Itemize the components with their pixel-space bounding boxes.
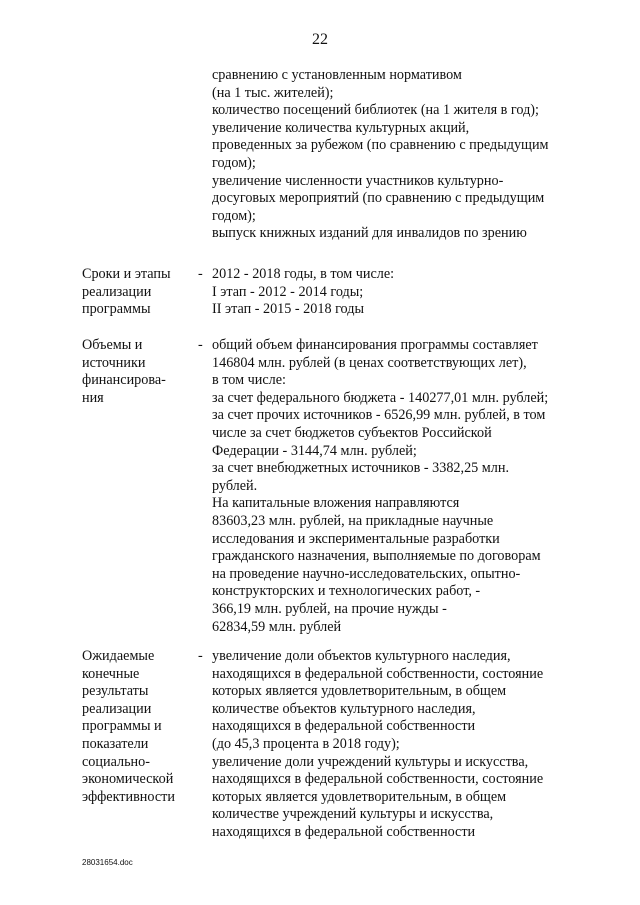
section-content-line: 62834,59 млн. рублей <box>212 618 342 635</box>
section-label <box>82 266 194 319</box>
section-content-line: 83603,23 млн. рублей, на прикладные научные <box>212 512 494 529</box>
section-content-line: находящихся в федеральной собственности, состояние <box>212 665 544 682</box>
section-label-line: социально- <box>82 753 150 770</box>
section-label-line: эффективности <box>82 788 175 805</box>
intro-line: проведенных за рубежом (по сравнению с предыдущим <box>212 137 549 154</box>
section-label-line: Сроки и этапы <box>82 266 171 282</box>
section-label <box>82 337 194 407</box>
section-content-line: (до 45,3 процента в 2018 году); <box>212 735 400 752</box>
intro-line: выпуск книжных изданий для инвалидов по зрению <box>212 225 527 242</box>
section-content-line: гражданского назначения, выполняемые по договорам <box>212 548 541 565</box>
section-content-line: общий объем финансирования программы составляет <box>212 337 538 353</box>
intro-line: (на 1 тыс. жителей); <box>212 84 334 101</box>
section-label-line: показатели <box>82 735 149 752</box>
intro-continuation <box>212 67 612 243</box>
section-content-line: II этап - 2015 - 2018 годы <box>212 301 364 318</box>
section-label <box>82 648 194 806</box>
intro-line: годом); <box>212 207 256 224</box>
section-label-line: реализации <box>82 700 152 717</box>
section-content-line: за счет внебюджетных источников - 3382,25 млн. <box>212 460 510 477</box>
section-content-line: находящихся в федеральной собственности, состояние <box>212 771 544 788</box>
section-content-line: На капитальные вложения направляются <box>212 495 460 512</box>
section-content-line: находящихся в федеральной собственности <box>212 823 476 840</box>
section-label-line: экономической <box>82 771 174 788</box>
intro-line: досуговых мероприятий (по сравнению с предыдущим <box>212 190 545 207</box>
document-filename: 28031654.doc <box>82 858 133 867</box>
section-content-line: в том числе: <box>212 372 286 389</box>
section-content-line: находящихся в федеральной собственности <box>212 718 476 735</box>
section-label-line: Объемы и <box>82 337 143 353</box>
intro-line: сравнению с установленным нормативом <box>212 67 462 83</box>
section-label-line: программы <box>82 301 151 318</box>
section-content-line: 146804 млн. рублей (в ценах соответствующих лет), <box>212 354 527 371</box>
section-content-line: увеличение доли объектов культурного наследия, <box>212 648 511 664</box>
section-content-line: Федерации - 3144,74 млн. рублей; <box>212 442 417 459</box>
section-content-line: 2012 - 2018 годы, в том числе: <box>212 266 395 282</box>
section-content-line: рублей. <box>212 477 258 494</box>
section-content <box>212 337 622 636</box>
section-dash: - <box>198 648 203 664</box>
section-label-line: результаты <box>82 683 149 700</box>
section-content-line: которых является удовлетворительным, в общем <box>212 683 507 700</box>
section-content <box>212 266 622 319</box>
intro-line: количество посещений библиотек (на 1 жителя в год); <box>212 102 539 119</box>
section-content <box>212 648 622 842</box>
section-content-line: на проведение научно-исследовательских, опытно- <box>212 565 521 582</box>
section-label-line: финансирова- <box>82 372 166 389</box>
section-label-line: конечные <box>82 665 140 682</box>
section-content-line: конструкторских и технологических работ, - <box>212 583 481 600</box>
section-content-line: исследования и экспериментальные разработки <box>212 530 500 547</box>
section-content-line: количестве учреждений культуры и искусства, <box>212 806 494 823</box>
section-content-line: которых является удовлетворительным, в общем <box>212 788 507 805</box>
intro-line: годом); <box>212 154 256 171</box>
intro-line: увеличение количества культурных акций, <box>212 119 470 136</box>
section-content-line: за счет прочих источников - 6526,99 млн. рублей, в том <box>212 407 546 424</box>
section-dash: - <box>198 337 203 353</box>
section-label-line: Ожидаемые <box>82 648 155 664</box>
section-content-line: количестве объектов культурного наследия, <box>212 700 476 717</box>
section-content-line: 366,19 млн. рублей, на прочие нужды - <box>212 600 447 617</box>
section-label-line: ния <box>82 389 104 406</box>
page-number: 22 <box>312 31 328 48</box>
section-content-line: увеличение доли учреждений культуры и искусства, <box>212 753 529 770</box>
section-label-line: источники <box>82 354 146 371</box>
section-label-line: программы и <box>82 718 162 735</box>
section-content-line: за счет федерального бюджета - 140277,01 млн. рублей; <box>212 389 549 406</box>
intro-line: увеличение численности участников культурно- <box>212 172 504 189</box>
section-label-line: реализации <box>82 283 152 300</box>
section-content-line: I этап - 2012 - 2014 годы; <box>212 283 364 300</box>
section-content-line: числе за счет бюджетов субъектов Российской <box>212 424 492 441</box>
section-dash: - <box>198 266 203 282</box>
